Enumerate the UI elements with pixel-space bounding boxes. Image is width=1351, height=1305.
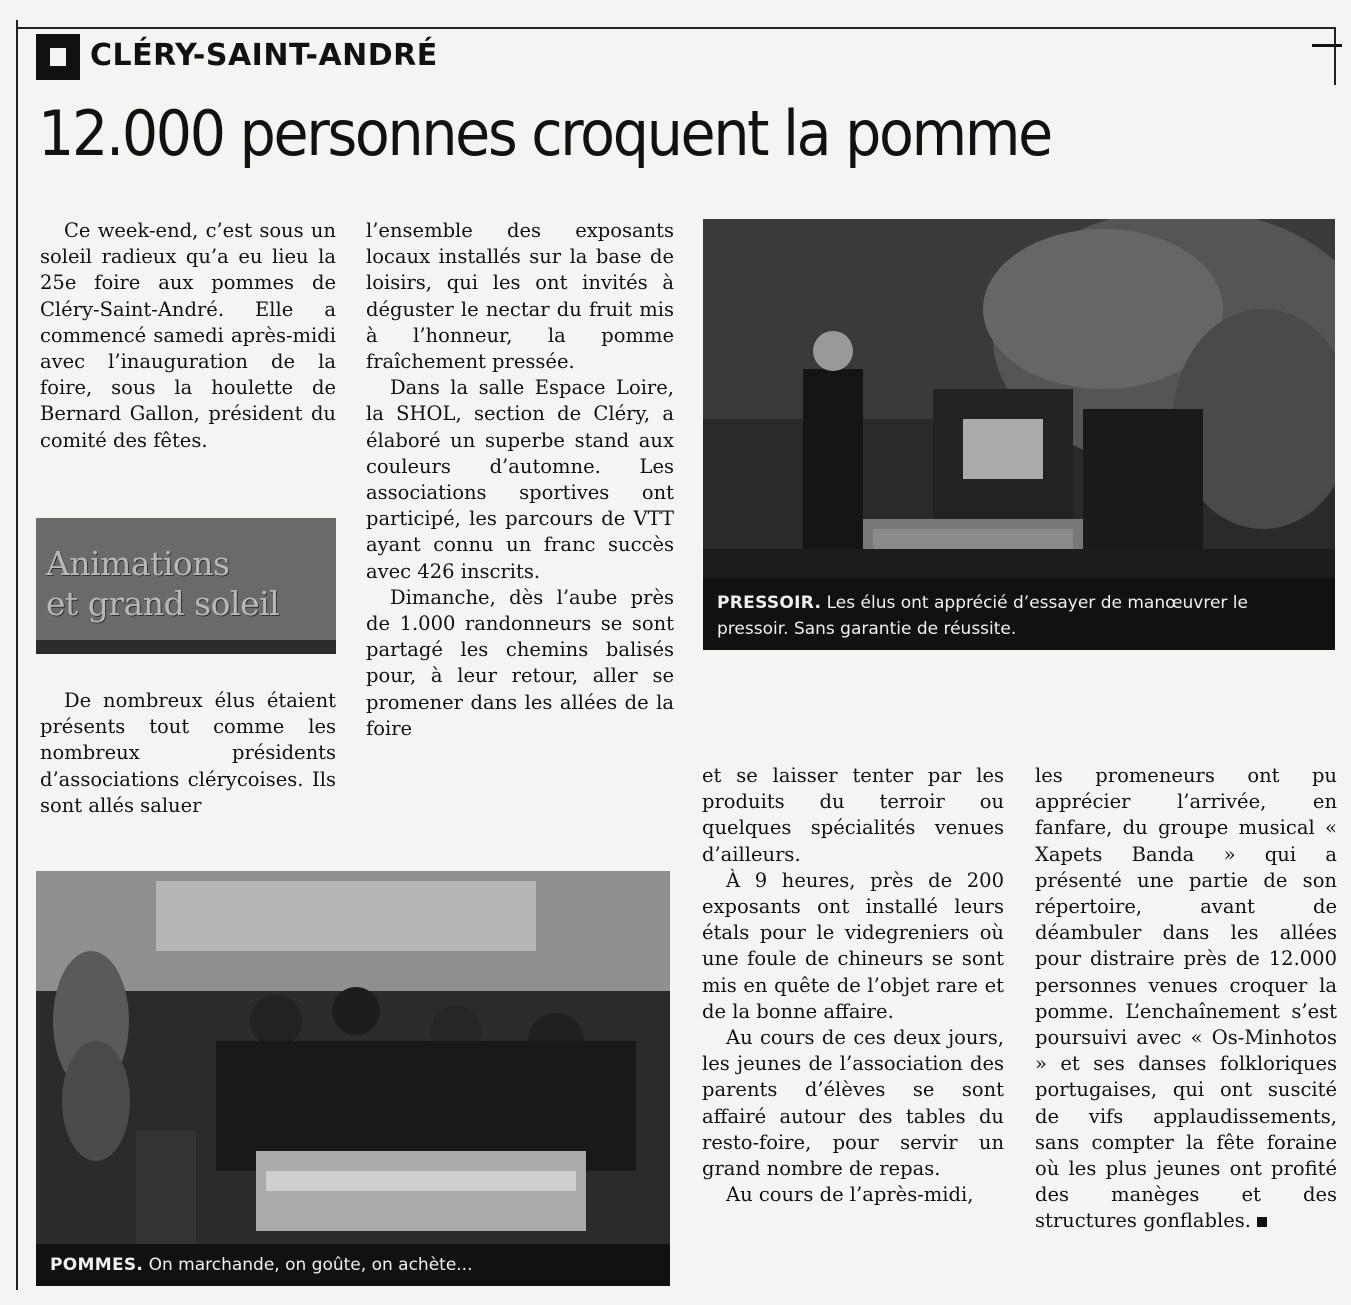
photo-pressoir (703, 219, 1335, 650)
paragraph-2-start: De nombreux élus étaient présents tout comme les nombreux présidents d’associations clérycoises. Ils sont allés saluer (40, 689, 336, 817)
intertitle-line-1: Animations (46, 544, 230, 583)
corner-mark (1312, 44, 1342, 47)
column-1-lower (40, 688, 336, 819)
left-rule (16, 20, 18, 1290)
paragraph-5: À 9 heures, près de 200 exposants ont installé leurs étals pour le videgreniers où une foule de chineurs se sont mis en quête de l’objet rare et de la bonne affaire. (702, 868, 1004, 1023)
intertitle-box (36, 518, 336, 654)
paragraph-7-continued: les promeneurs ont pu apprécier l’arrivée, en fanfare, du groupe musical « Xapets Banda » qui a présenté une partie de son répertoire, avant de déambuler dans les allées pour distraire près de 12.000 personnes venues croquer la pomme. L’enchaînement s’est poursuivi avec « Os-Minhotos » et ses danses folkloriques portugaises, qui ont suscité de vifs applaudissements, sans compter la fête foraine où les plus jeunes ont profité des manèges et des structures gonflables. (1035, 764, 1337, 1233)
pommes-image (36, 871, 670, 1286)
column-3 (702, 763, 1004, 1208)
right-rule (1334, 27, 1336, 85)
paragraph-6: Au cours de ces deux jours, les jeunes de l’association des parents d’élèves se sont affairé autour des tables du resto-foire, pour servir un grand nombre de repas. (702, 1026, 1004, 1181)
paragraph-7-start: Au cours de l’après-midi, (726, 1183, 974, 1207)
headline: 12.000 personnes croquent la pomme (38, 97, 1051, 170)
photo-pommes (36, 871, 670, 1286)
paragraph-1: Ce week-end, c’est sous un soleil radieux qu’a eu lieu la 25e foire aux pommes de Cléry-Saint-André. Elle a commencé samedi après-midi avec l’inauguration de la foire, sous la houlette de Bernard Gallon, président du comité des fêtes. (40, 219, 336, 452)
kicker-square-icon (36, 34, 80, 80)
column-2 (366, 218, 674, 742)
section-kicker: CLÉRY-SAINT-ANDRÉ (90, 38, 438, 73)
paragraph-4-continued: et se laisser tenter par les produits du terroir ou quelques spécialités venues d’ailleurs. (702, 764, 1004, 866)
paragraph-2-continued: l’ensemble des exposants locaux installés sur la base de loisirs, qui les ont invités à déguster le nectar du fruit mis à l’honneur, la pomme fraîchement pressée. (366, 219, 674, 374)
photo-caption-pommes: POMMES. On marchande, on goûte, on achète... (36, 1244, 670, 1286)
column-4 (1035, 763, 1337, 1235)
top-rule (18, 27, 1336, 29)
paragraph-3: Dans la salle Espace Loire, la SHOL, section de Cléry, a élaboré un superbe stand aux couleurs d’automne. Les associations sportives ont participé, les parcours de VTT ayant connu un franc succès avec 426 inscrits. (366, 376, 674, 583)
end-of-article-square-icon (1257, 1217, 1267, 1227)
photo-caption-pressoir: PRESSOIR. Les élus ont apprécié d’essayer de manœuvrer le pressoir. Sans garantie de réussite. (703, 578, 1335, 650)
column-1 (40, 218, 336, 454)
paragraph-4: Dimanche, dès l’aube près de 1.000 randonneurs se sont partagé les chemins balisés pour, à leur retour, aller se promener dans les allées de la foire (366, 585, 674, 740)
intertitle-line-2: et grand soleil (46, 584, 280, 623)
